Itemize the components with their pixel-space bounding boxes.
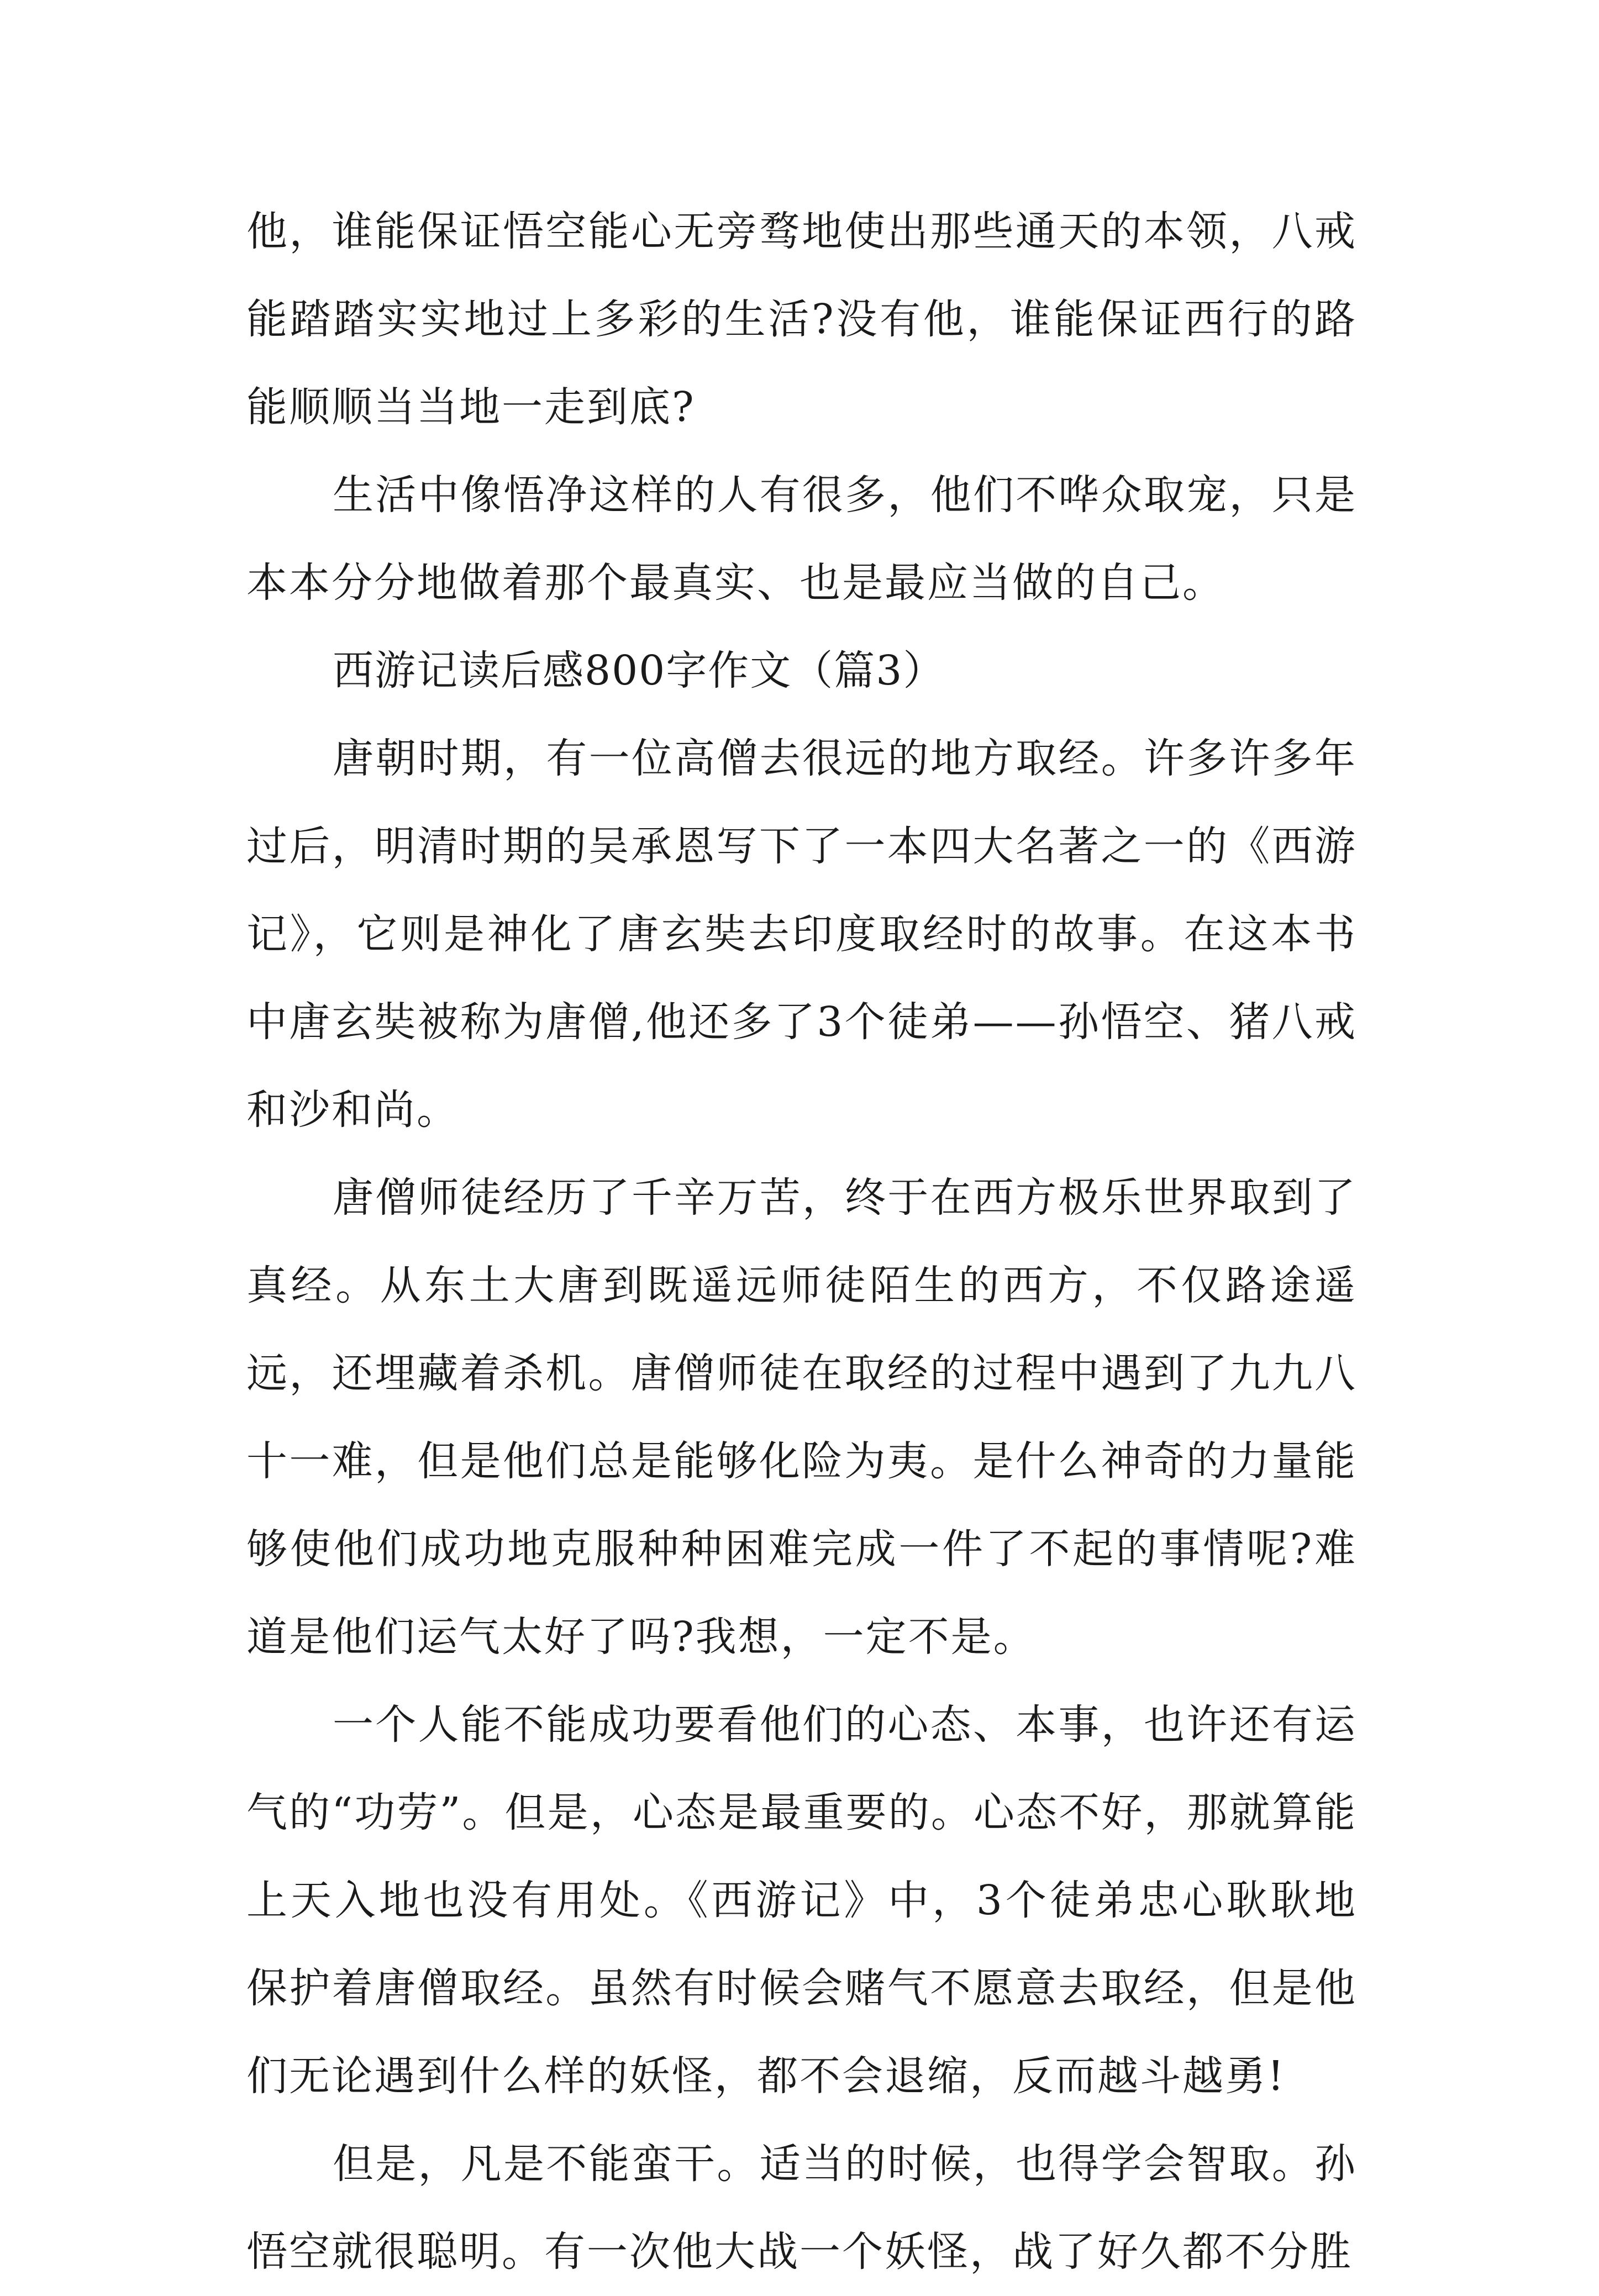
paragraph-3: 唐朝时期，有一位高僧去很远的地方取经。许多许多年过后，明清时期的吴承恩写下了一本四大名著之一的《西游记》，它则是神化了唐玄奘去印度取经时的故事。在这本书中唐玄奘被称为唐僧,他还多了3个徒弟——孙悟空、猪八戒和沙和尚。	[246, 735, 1357, 1134]
paragraph-2: 生活中像悟净这样的人有很多，他们不哗众取宠，只是本本分分地做着那个最真实、也是最应当做的自己。	[246, 471, 1357, 607]
section-heading: 西游记读后感800字作文（篇3）	[333, 647, 945, 694]
paragraph-4: 唐僧师徒经历了千辛万苦，终于在西方极乐世界取到了真经。从东土大唐到既遥远师徒陌生的西方，不仅路途遥远，还埋藏着杀机。唐僧师徒在取经的过程中遇到了九九八十一难，但是他们总是能够化险为夷。是什么神奇的力量能够使他们成功地克服种种困难完成一件了不起的事情呢?难道是他们运气太好了吗?我想，一定不是。	[246, 1174, 1357, 1661]
document-page	[246, 188, 1357, 2296]
paragraph-1: 他，谁能保证悟空能心无旁骛地使出那些通天的本领，八戒能踏踏实实地过上多彩的生活?没有他，谁能保证西行的路能顺顺当当地一走到底?	[246, 208, 1357, 431]
paragraph-5: 一个人能不能成功要看他们的心态、本事，也许还有运气的“功劳”。但是，心态是最重要的。心态不好，那就算能上天入地也没有用处。《西游记》中，3个徒弟忠心耿耿地保护着唐僧取经。虽然有时候会赌气不愿意去取经，但是他们无论遇到什么样的妖怪，都不会退缩，反而越斗越勇!	[246, 1701, 1357, 2100]
paragraph-6: 但是，凡是不能蛮干。适当的时候，也得学会智取。孙悟空就很聪明。有一次他大战一个妖怪，战了好久都不分胜	[246, 2140, 1357, 2276]
